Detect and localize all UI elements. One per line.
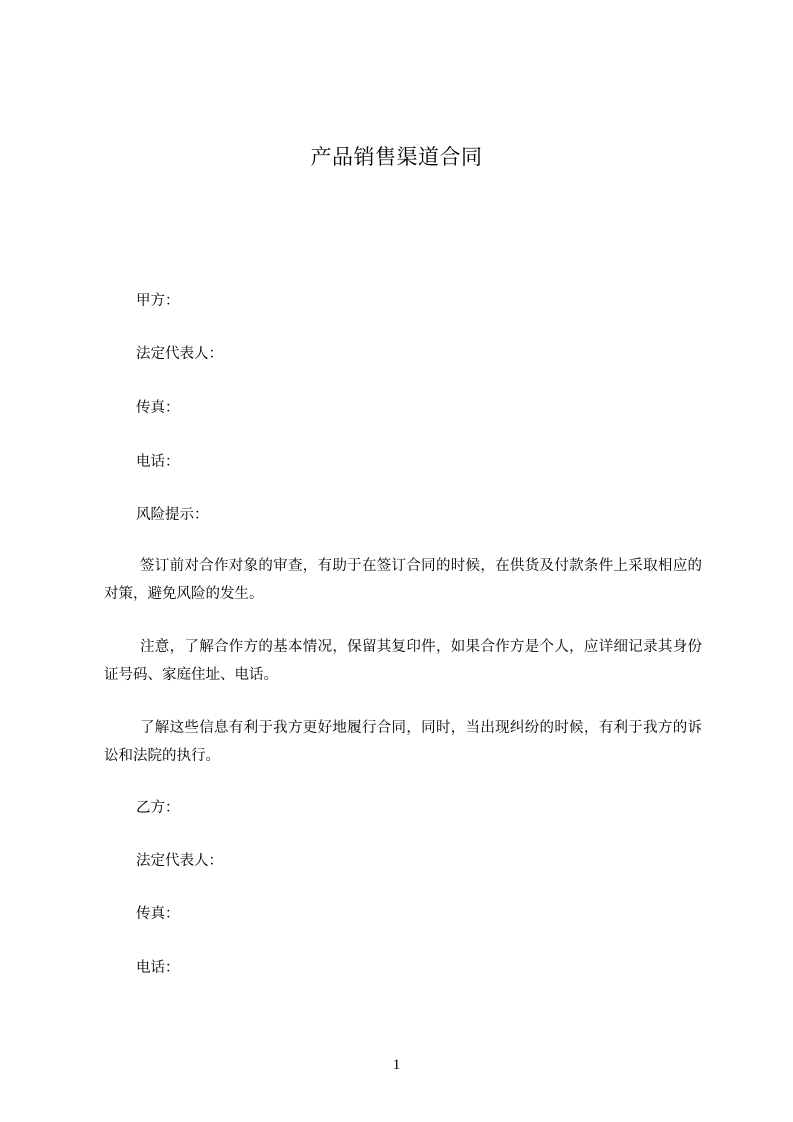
risk-paragraph-2: 注意，了解合作方的基本情况，保留其复印件，如果合作方是个人，应详细记录其身份证号码、家庭住址、电话。 [104,639,702,683]
document-title: 产品销售渠道合同 [310,145,483,169]
party-b-label: 乙方： [136,800,180,816]
risk-paragraph-3: 了解这些信息有利于我方更好地履行合同，同时，当出现纠纷的时候，有利于我方的诉讼和法院的执行。 [104,720,702,764]
page-number: 1 [392,1057,401,1073]
party-b-legal-rep-label: 法定代表人： [136,853,223,869]
risk-heading: 风险提示： [136,507,209,523]
party-a-phone-label: 电话： [136,454,180,470]
party-b-phone-label: 电话： [136,960,180,976]
party-a-fax-label: 传真： [136,400,180,416]
risk-paragraph-1: 签订前对合作对象的审查，有助于在签订合同的时候，在供货及付款条件上采取相应的对策，避免风险的发生。 [104,558,702,602]
party-a-label: 甲方： [136,293,180,309]
party-a-legal-rep-label: 法定代表人： [136,346,223,362]
party-b-fax-label: 传真： [136,906,180,922]
